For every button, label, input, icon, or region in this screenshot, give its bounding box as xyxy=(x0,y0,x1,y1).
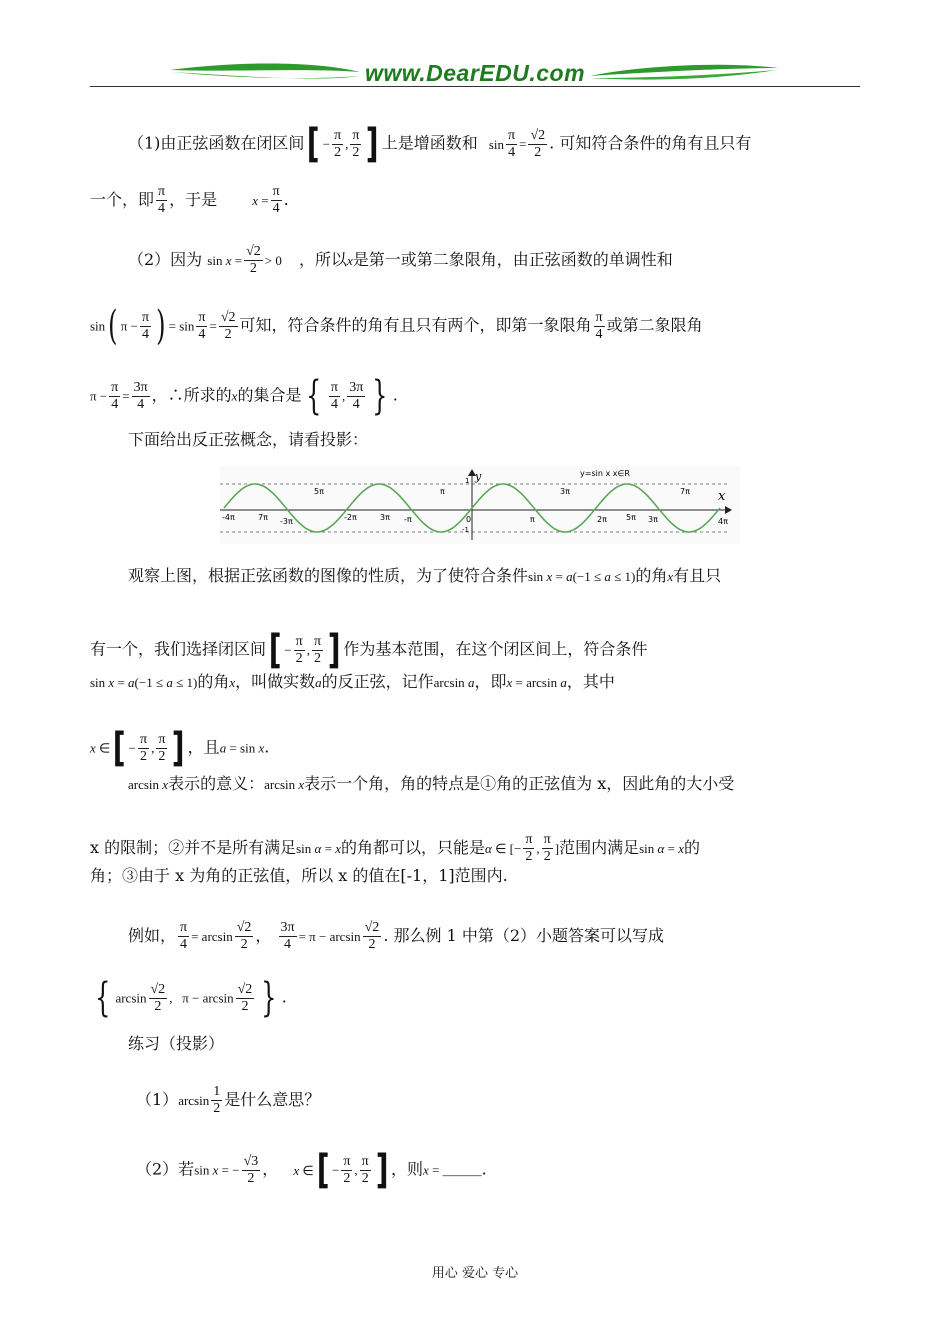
bracket: [ xyxy=(307,121,320,167)
text: 的角 xyxy=(197,672,230,691)
one-label: 1 xyxy=(465,477,470,485)
text: 或第二象限角 xyxy=(606,315,703,335)
sine-graph xyxy=(220,466,740,544)
text: （1)由正弦函数在闭区间 xyxy=(128,133,305,153)
sine-graph-svg xyxy=(220,466,740,544)
tick-label: 5π xyxy=(314,487,324,496)
p3: 下面给出反正弦概念，请看投影： xyxy=(128,430,369,449)
text: ，于是 xyxy=(169,190,218,209)
site-logo xyxy=(170,58,780,88)
tick-label: 4π xyxy=(718,517,728,526)
tick-label: 0 xyxy=(466,515,472,524)
text: 是第一或第二象限角，由正弦函数的单调性和 xyxy=(352,250,673,269)
text: 观察上图，根据正弦函数的图像的性质，为了使符合条件 xyxy=(128,566,529,585)
site-name: www.DearEDU.com xyxy=(364,60,586,86)
tick-label: 7π xyxy=(680,487,690,496)
p6-line2: { arcsin $\frac{√2}{2}$ , π − arcsin $\frac{√2}{2}$ } . xyxy=(95,975,287,1021)
text: 的 xyxy=(683,838,700,857)
tick-label: 3π xyxy=(560,487,570,496)
tick-label: π xyxy=(530,515,535,524)
text: ，则 xyxy=(391,1159,424,1179)
p2-line3: π − $\frac{\pi}{4}$ = $\frac{3\pi}{4}$ ，∴所求的x的集合是 { $\frac{\pi}{4}$ , $\frac{3\pi}{4}$ } . xyxy=(90,373,398,419)
text: （2）若 xyxy=(136,1159,195,1179)
text: 作为基本范围，在这个闭区间上，符合条件 xyxy=(343,639,648,659)
text: 一个，即 xyxy=(90,190,155,209)
text: . xyxy=(281,987,287,1007)
tick-label: π xyxy=(440,487,445,496)
y-label: y xyxy=(475,470,482,483)
text: x 的限制；②并不是所有满足 xyxy=(90,838,297,857)
p6-line1: 例如， $\frac{\pi}{4}$ = arcsin $\frac{√2}{2}$ ， $\frac{3\pi}{4}$ = π − arcsin $\frac{√2}{2}$ . 那么例 1 中第（2）小题答案可以写成 xyxy=(128,920,665,952)
text: . xyxy=(283,190,289,209)
text: . xyxy=(392,385,398,405)
text: （1） xyxy=(136,1090,179,1109)
text: 表示的意义： xyxy=(168,774,265,793)
p2-line2: sin( π − $\frac{\pi}{4}$ ) = sin $\frac{\pi}{4}$ = $\frac{√2}{2}$ 可知，符合条件的角有且只有两个，即第一象限角 $\frac{\pi}{4}$ 或第二象限角 xyxy=(90,303,703,349)
header-rule xyxy=(90,86,860,87)
minus-one-label: -1 xyxy=(462,526,469,534)
tick-label: -4π xyxy=(222,513,235,522)
text: 的集合是 xyxy=(237,385,302,405)
p1-line2: 一个，即 $\frac{\pi}{4}$ ，于是 x = $\frac{\pi}{4}$ . xyxy=(90,184,289,216)
text: . 那么例 1 中第（2）小题答案可以写成 xyxy=(383,926,665,945)
text: . 可知符合条件的角有且只有 xyxy=(549,133,752,153)
tick-label: 5π xyxy=(626,513,636,522)
text: 范围内满足 xyxy=(559,838,640,857)
p4-line2: 有一个，我们选择闭区间[ − $\frac{\pi}{2}$ , $\frac{\pi}{2}$ ] 作为基本范围，在这个闭区间上，符合条件 xyxy=(90,627,648,673)
tick-label: 2π xyxy=(597,515,607,524)
text: . xyxy=(264,737,270,757)
p4-line4: x ∈[ − $\frac{\pi}{2}$ , $\frac{\pi}{2}$ ] ，且a = sin x. xyxy=(90,725,270,771)
q1: （1）arcsin $\frac{1}{2}$ 是什么意思？ xyxy=(136,1084,321,1116)
graph-title: y=sin x x∈R xyxy=(580,469,630,478)
text: 有且只 xyxy=(673,566,722,585)
x-label: x xyxy=(718,489,726,504)
p1-line1: （1)由正弦函数在闭区间[ − $\frac{\pi}{2}$ , $\frac{\pi}{2}$ ] 上是增函数和 sin $\frac{\pi}{4}$ = $\frac{√2}{2}$ . 可知符合条件的角有且只有 xyxy=(128,121,752,167)
p5-line2: x 的限制；②并不是所有满足sin α = x的角都可以，只能是α ∈ [− $\frac{\pi}{2}$ , $\frac{\pi}{2}$ ]范围内满足sin α = x的 xyxy=(90,832,700,864)
p5-line1: arcsin x表示的意义：arcsin x表示一个角，角的特点是①角的正弦值为 x，因此角的大小受 xyxy=(128,774,735,793)
tick-label: -3π xyxy=(280,517,293,526)
text: 是什么意思？ xyxy=(224,1090,321,1109)
text: ， xyxy=(255,926,272,945)
text: （2）因为 xyxy=(128,250,203,269)
text: 可知，符合条件的角有且只有两个，即第一象限角 xyxy=(239,315,592,335)
footer: 用心 爱心 专心 xyxy=(431,1266,519,1281)
math: $\frac{\pi}{2}$ xyxy=(334,127,342,160)
p5-line3: 角；③由于 x 为角的正弦值，所以 x 的值在[-1，1]范围内. xyxy=(90,866,508,885)
text: ，且 xyxy=(187,737,220,757)
text: 的反正弦，记作 xyxy=(321,672,434,691)
text: ，叫做实数 xyxy=(235,672,316,691)
text: ，其中 xyxy=(566,672,615,691)
text: 的角 xyxy=(635,566,668,585)
tick-label: 3π xyxy=(648,515,658,524)
text: . xyxy=(481,1159,487,1179)
text: 表示一个角，角的特点是①角的正弦值为 x，因此角的大小受 xyxy=(304,774,735,793)
text: ，所以 xyxy=(298,250,347,269)
q2: （2）若sin x = − $\frac{√3}{2}$ ， x ∈[ − $\frac{\pi}{2}$ , $\frac{\pi}{2}$ ] ，则x = ______. xyxy=(136,1147,487,1193)
text: ， xyxy=(262,1159,279,1179)
tick-label: -π xyxy=(404,515,412,524)
tick-label: 3π xyxy=(380,513,390,522)
text: 例如， xyxy=(128,926,177,945)
tick-label: -2π xyxy=(344,513,357,522)
text: 的角都可以，只能是 xyxy=(341,838,486,857)
p7: 练习（投影） xyxy=(128,1034,225,1053)
p2-line1: （2）因为 sin x = $\frac{√2}{2}$ > 0 ，所以x是第一或第二象限角，由正弦函数的单调性和 xyxy=(128,244,673,276)
p4-line3: sin x = a(−1 ≤ a ≤ 1)的角x，叫做实数a的反正弦，记作arcsin a，即x = arcsin a，其中 xyxy=(90,672,615,691)
text: 上是增函数和 xyxy=(381,133,478,153)
text: ，∴所求的 xyxy=(151,385,232,405)
tick-label: 7π xyxy=(258,513,268,522)
p4-line1: 观察上图，根据正弦函数的图像的性质，为了使符合条件sin x = a(−1 ≤ a ≤ 1)的角x有且只 xyxy=(128,566,722,585)
text: 有一个，我们选择闭区间 xyxy=(90,639,267,659)
text: ，即 xyxy=(474,672,507,691)
